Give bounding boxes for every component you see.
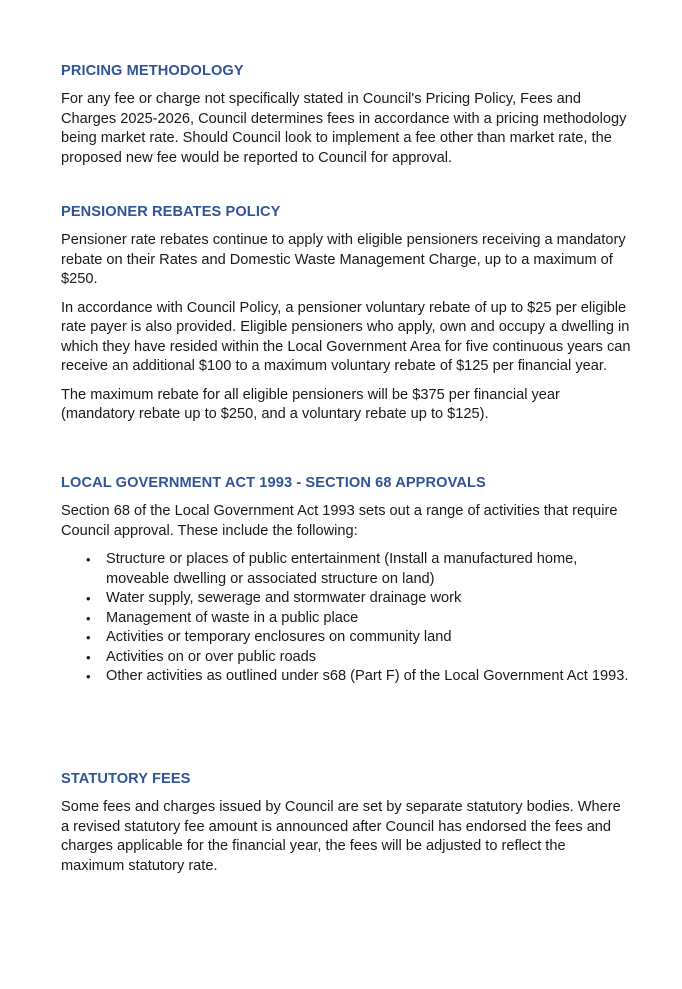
bullet-icon: • [86,591,91,606]
section-pricing-methodology [61,62,631,177]
section-section-68-approvals [61,474,631,687]
bullet-icon: • [86,669,91,684]
list-item [61,628,631,648]
paragraph: Section 68 of the Local Government Act 1993 sets out a range of activities that require Council approval. These include the following: [61,503,618,539]
list-item [61,667,631,687]
paragraph: Some fees and charges issued by Council are set by separate statutory bodies. Where a revised statutory fee amount is announced after Council has endorsed the fees and charges applicable for the financial year, the fees will be adjusted to reflect the maximum statutory rate. [61,799,621,874]
approvals-list [61,550,631,687]
section-heading: LOCAL GOVERNMENT ACT 1993 - SECTION 68 APPROVALS [61,475,486,491]
section-heading: STATUTORY FEES [61,771,191,787]
section-pensioner-rebates-policy [61,203,631,434]
bullet-icon: • [86,610,91,626]
section-heading: PRICING METHODOLOGY [61,63,244,79]
list-item [61,648,631,668]
paragraph: For any fee or charge not specifically stated in Council's Pricing Policy, Fees and Charges 2025-2026, Council determines fees in accordance with a pricing methodology being market rate. Should Council look to implement a fee other than market rate, the proposed new fee would be reported to Council for approval. [61,91,627,166]
list-item [61,589,631,609]
section-statutory-fees [61,770,631,885]
bullet-icon: • [86,649,91,665]
paragraph: In accordance with Council Policy, a pensioner voluntary rebate of up to $25 per eligible rate payer is also provided. Eligible pensioners who apply, own and occupy a dwelling in which they have resided within the Local Government Area for five continuous years can receive an additional $100 to a maximum voluntary rebate of $125 per financial year. [61,299,631,374]
list-item [61,609,631,629]
list-item-text: Management of waste in a public place [106,609,359,626]
section-heading: PENSIONER REBATES POLICY [61,204,281,220]
list-item-text: Activities or temporary enclosures on community land [106,629,452,645]
list-item-text: Other activities as outlined under s68 (Part F) of the Local Government Act 1993. [106,668,629,684]
bullet-icon: • [86,630,91,645]
list-item-text: Activities on or over public roads [106,648,317,665]
paragraph: The maximum rebate for all eligible pensioners will be $375 per financial year (mandatory rebate up to $250, and a voluntary rebate up to $125). [61,386,560,422]
paragraph: Pensioner rate rebates continue to apply with eligible pensioners receiving a mandatory rebate on their Rates and Domestic Waste Management Charge, up to a maximum of $250. [61,232,626,287]
list-item-text: Structure or places of public entertainment (Install a manufactured home, moveable dwelling or associated structure on land) [106,551,578,587]
bullet-icon: • [86,552,91,567]
list-item-text: Water supply, sewerage and stormwater drainage work [106,590,462,606]
list-item [61,550,631,589]
